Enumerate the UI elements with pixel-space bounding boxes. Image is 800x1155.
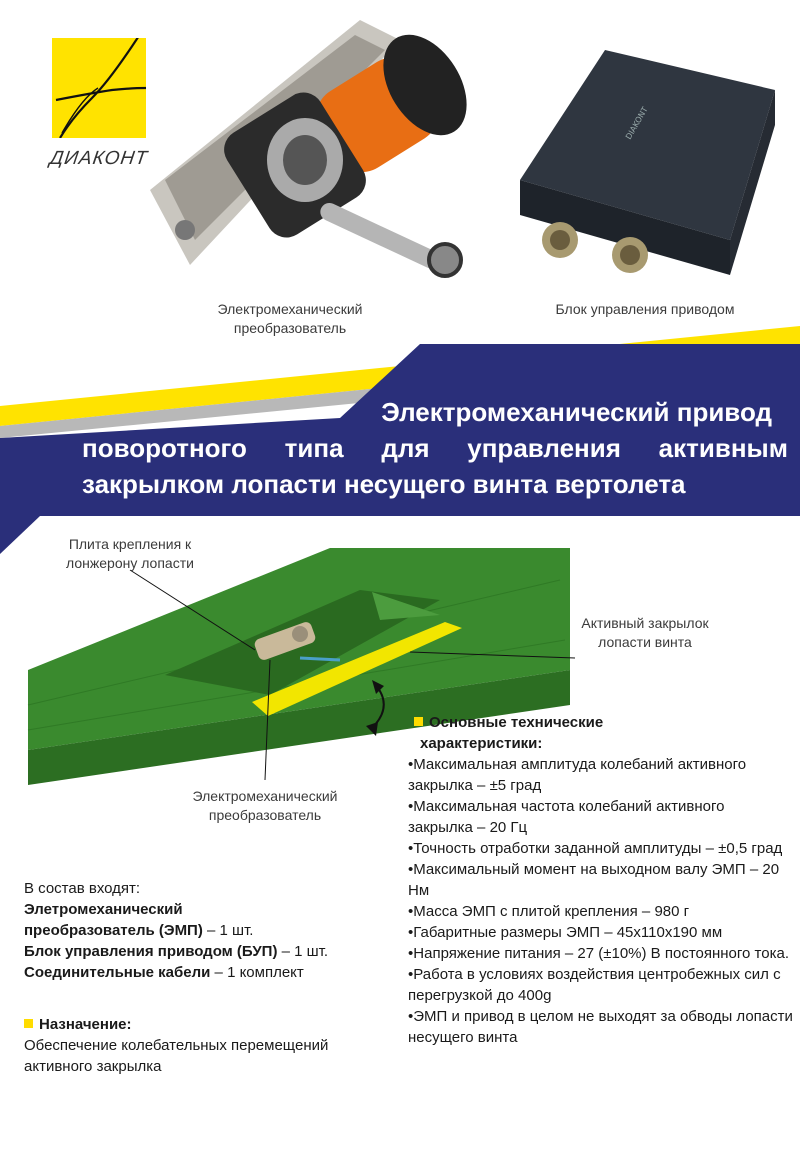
purpose-heading: Назначение: [39, 1016, 132, 1033]
page-title [82, 394, 788, 502]
bup-photo [510, 40, 780, 280]
square-bullet-icon [24, 1019, 33, 1028]
emp-diagram-label: Электромеханический преобразователь [192, 788, 338, 823]
tech-specs [408, 712, 793, 1048]
flap-label: Активный закрылок лопасти винта [581, 615, 709, 650]
plate-label: Плита крепления к лонжерону лопасти [66, 536, 194, 571]
logo-mark-icon [52, 38, 146, 138]
specs-title: Основные технические характеристики: [408, 712, 793, 754]
spec-item: • Масса ЭМП с плитой крепления – 980 г [408, 901, 793, 922]
spec-item: • Работа в условиях воздействия центробежных сил с перегрузкой до 400g [408, 964, 793, 1006]
cable-name: Соединительные кабели [24, 964, 211, 981]
bup-qty: – 1 шт. [277, 943, 329, 960]
purpose-block [24, 1014, 394, 1077]
company-logo [52, 38, 146, 138]
specs-list [408, 754, 793, 1048]
cable-qty: – 1 комплект [210, 964, 304, 981]
composition-heading: В состав входят: [24, 880, 141, 897]
bup-case-label: DIAKONT [623, 105, 650, 141]
spec-item: • Точность отработки заданной амплитуды – ±0,5 град [408, 838, 793, 859]
spec-item: • Габаритные размеры ЭМП – 45х110х190 мм [408, 922, 793, 943]
emp-name-cont: преобразователь (ЭМП) [24, 922, 203, 939]
title-line-2: поворотного типа для управления активным [82, 433, 788, 463]
spec-item: • Максимальный момент на выходном валу ЭМП – 20 Нм [408, 859, 793, 901]
emp-qty: – 1 шт. [202, 922, 254, 939]
spec-item: • ЭМП и привод в целом не выходят за обводы лопасти несущего винта [408, 1006, 793, 1048]
logo-wordmark: ДИАКОНТ [48, 148, 150, 169]
title-line-1: Электромеханический привод [381, 397, 772, 427]
composition-block [24, 878, 404, 983]
bup-name: Блок управления приводом (БУП) [24, 943, 278, 960]
spec-item: • Максимальная амплитуда колебаний активного закрылка – ±5 град [408, 754, 793, 796]
spec-item: • Напряжение питания – 27 (±10%) В постоянного тока. [408, 943, 793, 964]
purpose-text: Обеспечение колебательных перемещений активного закрылка [24, 1037, 329, 1075]
emp-name: Элетромеханический [24, 901, 183, 918]
emp-photo [145, 15, 475, 290]
square-bullet-icon [414, 717, 423, 726]
title-line-3: закрылком лопасти несущего винта вертолета [82, 469, 686, 499]
spec-item: • Максимальная частота колебаний активного закрылка – 20 Гц [408, 796, 793, 838]
emp-photo-caption: Электромеханический преобразователь [217, 301, 363, 336]
bup-photo-caption: Блок управления приводом [555, 301, 735, 317]
